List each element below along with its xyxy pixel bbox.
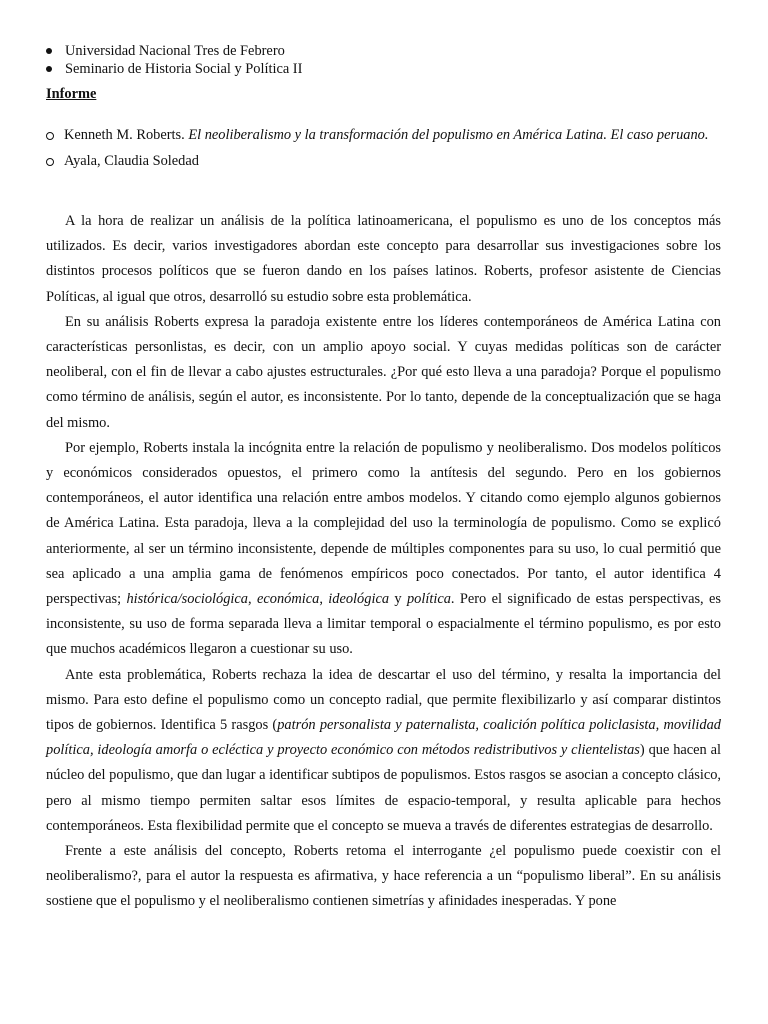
- university-text: Universidad Nacional Tres de Febrero: [65, 43, 285, 59]
- bullet-university: [44, 42, 302, 60]
- paragraph-4-text-b: ) que hacen al núcleo del populismo, que dan lugar a identificar subtipos de populismos. Estos rasgos se asocian a concepto clásico, pero al mismo tiempo permiten saltar esos límites de espacio-temporal, y resulta aplicable para hechos contemporáneos. Esta flexibilidad permite que el concepto se mueva a través de diferentes estrategias de desarrollo.: [46, 742, 721, 834]
- rasgos-list: patrón personalista y paternalista, coalición política policlasista, movilidad política, ideología amorfa o ecléctica y proyecto económico con métodos redistributivos y clientelistas: [46, 717, 721, 759]
- paragraph-2: En su análisis Roberts expresa la paradoja existente entre los líderes contemporáneos de América Latina con características personlistas, es decir, con un amplio apoyo social. Y cuyas medidas políticas son de carácter neoliberal, con el fin de llevar a cabo ajustes estructurales. ¿Por qué esto lleva a una paradoja? Porque el populismo como término de análisis, según el autor, es inconsistente. Por lo tanto, depende de la conceptualización que se haga del mismo.: [46, 313, 721, 431]
- bullet-dot-icon: [46, 66, 52, 72]
- reference-author: Kenneth M. Roberts.: [64, 127, 189, 143]
- perspective-historica: histórica/sociológica: [126, 591, 248, 608]
- paragraph-4-text-a: Ante esta problemática, Roberts rechaza la idea de descartar el uso del término, y resalta la importancia del mismo. Para esto define el populismo como un concepto radial, que permite flexibilizarlo y así comparar distintos tipos de gobiernos. Identifica 5 rasgos (: [46, 666, 721, 734]
- paragraph-3-text-b: . Pero el significado de estas perspectivas, es inconsistente, su uso de forma separada lleva a limitar temporal o espacialmente el término populismo, es por esto que muchos académicos llegaron a cuestionar su uso.: [46, 591, 721, 658]
- perspective-economica: económica: [256, 591, 320, 608]
- reference-item: [44, 122, 720, 148]
- student-name: Ayala, Claudia Soledad: [64, 153, 199, 169]
- document-heading: Informe: [46, 86, 97, 102]
- separator: y: [389, 591, 407, 608]
- paragraph-5: Frente a este análisis del concepto, Roberts retoma el interrogante ¿el populismo puede coexistir con el neoliberalismo?, para el autor la respuesta es afirmativa, y hace referencia a un “populismo liberal”. En su análisis sostiene que el populismo y el neoliberalismo contienen simetrías y afinidades inesperadas. Y pone: [46, 843, 721, 910]
- student-item: [44, 148, 720, 174]
- paragraph-3-text-a: Por ejemplo, Roberts instala la incógnita entre la relación de populismo y neoliberalismo. Dos modelos políticos y económicos considerados opuestos, el primero como la antítesis del segundo. Pero en los gobiernos contemporáneos, el autor identifica una relación entre ambos modelos. Y citando como ejemplo algunos gobiernos de América Latina. Esta paradoja, lleva a la complejidad del uso la terminología de populismo. Como se explicó anteriormente, al ser un término inconsistente, depende de múltiples componentes para su uso, lo cual permitió que sea aplicado a una amplia gama de fenómenos empíricos poco conectados. Por tanto, el autor identifica 4 perspectivas;: [46, 439, 721, 608]
- bullet-seminar: [44, 60, 302, 78]
- separator: ,: [319, 591, 329, 608]
- reference-title: El neoliberalismo y la transformación del populismo en América Latina. El caso peruano.: [188, 127, 709, 143]
- document-body: [46, 209, 721, 915]
- perspective-politica: política: [406, 591, 451, 608]
- circle-bullet-icon: [46, 158, 54, 166]
- reference-list: [44, 122, 720, 174]
- seminar-text: Seminario de Historia Social y Política II: [65, 61, 303, 77]
- header-bullet-list: [44, 42, 302, 78]
- perspective-ideologica: ideológica: [328, 591, 390, 608]
- paragraph-4: [46, 663, 721, 839]
- paragraph-3: [46, 436, 721, 663]
- bullet-dot-icon: [46, 48, 52, 54]
- paragraph-1: A la hora de realizar un análisis de la política latinoamericana, el populismo es uno de los conceptos más utilizados. Es decir, varios investigadores abordan este concepto para desarrollar sus investigaciones sobre los distintos procesos políticos que se fueron dando en los países latinos. Roberts, profesor asistente de Ciencias Políticas, al igual que otros, desarrolló su estudio sobre esta problemática.: [46, 213, 721, 305]
- separator: ,: [248, 591, 257, 608]
- circle-bullet-icon: [46, 132, 54, 140]
